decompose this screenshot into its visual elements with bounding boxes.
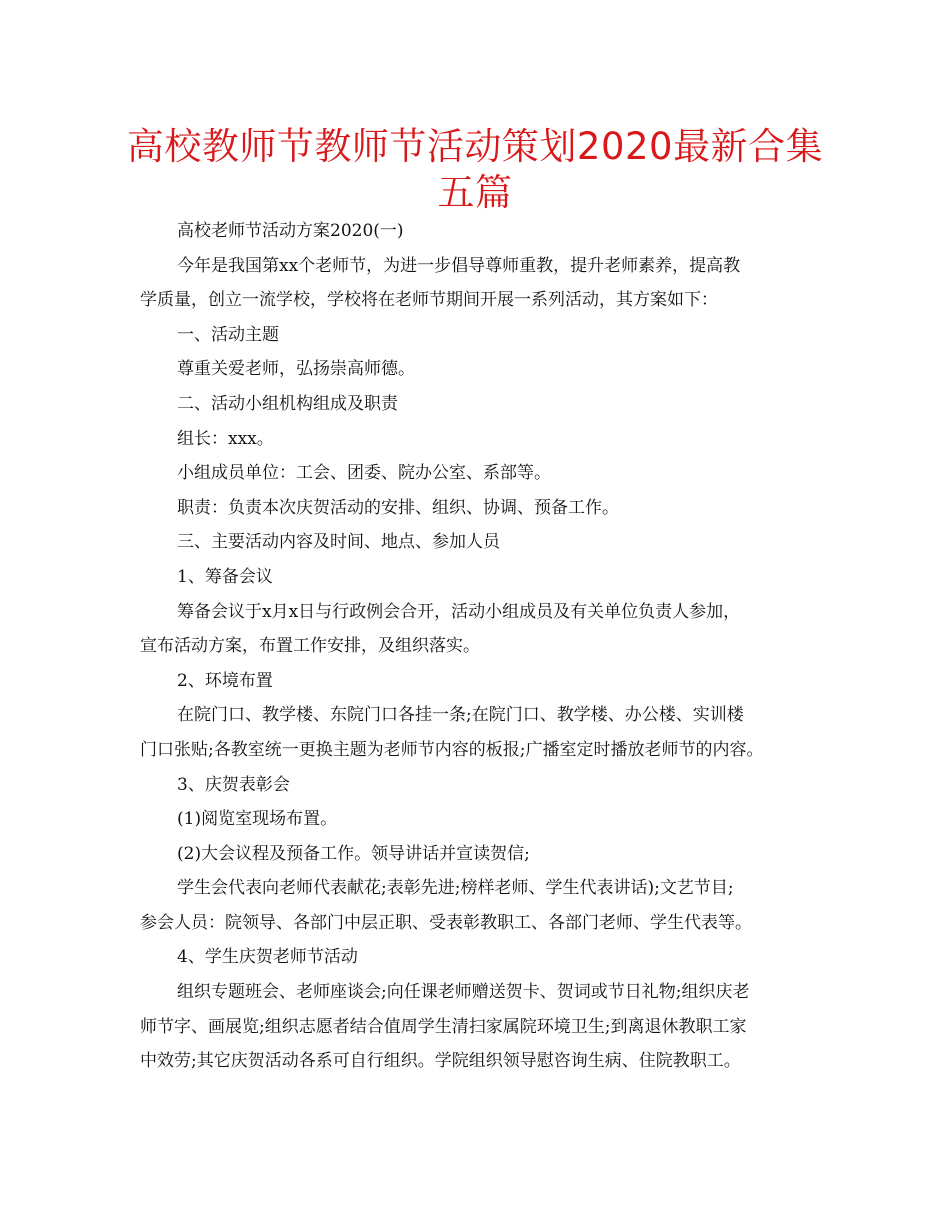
paragraph: 职责：负责本次庆贺活动的安排、组织、协调、预备工作。 xyxy=(177,497,619,518)
paragraph: 一、活动主题 xyxy=(177,324,279,345)
paragraph: 在院门口、教学楼、东院门口各挂一条;在院门口、教学楼、办公楼、实训楼 xyxy=(177,705,744,726)
paragraph-continuation: 师节字、画展览;组织志愿者结合值周学生清扫家属院环境卫生;到离退休教职工家 xyxy=(140,1016,747,1037)
paragraph: 筹备会议于x月x日与行政例会合开，活动小组成员及有关单位负责人参加， xyxy=(177,601,741,622)
paragraph: 3、庆贺表彰会 xyxy=(177,774,290,795)
paragraph: 今年是我国第xx个老师节，为进一步倡导尊师重教，提升老师素养，提高教 xyxy=(177,255,741,276)
paragraph: 4、学生庆贺老师节活动 xyxy=(177,947,358,968)
paragraph: 组织专题班会、老师座谈会;向任课老师赠送贺卡、贺词或节日礼物;组织庆老 xyxy=(177,982,750,1003)
paragraph: 尊重关爱老师，弘扬崇高师德。 xyxy=(177,359,415,380)
document-title: 高校教师节教师节活动策划2020最新合集五篇 xyxy=(126,125,824,214)
paragraph: 2、环境布置 xyxy=(177,670,273,691)
paragraph: 高校老师节活动方案2020(一) xyxy=(177,221,404,241)
paragraph-continuation: 宣布活动方案，布置工作安排，及组织落实。 xyxy=(140,636,480,657)
document-body xyxy=(140,214,820,1079)
paragraph: 1、筹备会议 xyxy=(177,566,273,587)
paragraph: 三、主要活动内容及时间、地点、参加人员 xyxy=(177,532,500,553)
paragraph: 组长：xxx。 xyxy=(177,428,274,449)
paragraph: (2)大会议程及预备工作。领导讲话并宣读贺信; xyxy=(177,843,530,864)
paragraph-continuation: 中效劳;其它庆贺活动各系可自行组织。学院组织领导慰咨询生病、住院教职工。 xyxy=(140,1051,741,1072)
paragraph-continuation: 门口张贴;各教室统一更换主题为老师节内容的板报;广播室定时播放老师节的内容。 xyxy=(140,739,764,760)
paragraph: 学生会代表向老师代表献花;表彰先进;榜样老师、学生代表讲话);文艺节目; xyxy=(177,878,734,899)
paragraph-continuation: 参会人员：院领导、各部门中层正职、受表彰教职工、各部门老师、学生代表等。 xyxy=(140,912,752,933)
paragraph: 二、活动小组机构组成及职责 xyxy=(177,393,398,414)
paragraph: (1)阅览室现场布置。 xyxy=(177,809,338,830)
paragraph: 小组成员单位：工会、团委、院办公室、系部等。 xyxy=(177,463,551,484)
paragraph-continuation: 学质量，创立一流学校，学校将在老师节期间开展一系列活动，其方案如下： xyxy=(140,290,718,311)
